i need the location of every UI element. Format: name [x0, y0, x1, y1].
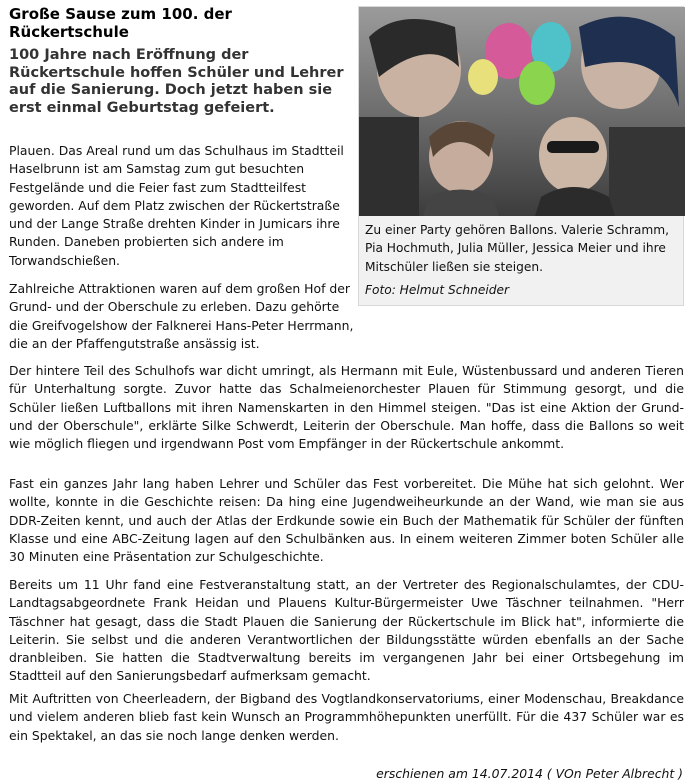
- article-paragraph: Bereits um 11 Uhr fand eine Festveranstaltung statt, an der Vertreter des Regionalschulamtes, der CDU-Landtagsabgeordnete Frank Heidan und Plauens Kultur-Bürgermeister Uwe Täschner teilnahmen. "Herr Täschner hat gesagt, dass die Stadt Plauen die Sanierung der Rückertschule im Blick hat", informierte die Leiterin. Sie selbst und die anderen Verantwortlichen der Bildungsstätte würden ebenfalls an der Sache dranbleiben. Sie hatten die Stadtverwaltung bereits im vergangenen Jahr bei einer Ortsbegehung im Stadtteil auf den Sanierungsbedarf aufmerksam gemacht.: [9, 577, 684, 684]
- photo-caption: Zu einer Party gehören Ballons. Valerie Schramm, Pia Hochmuth, Julia Müller, Jessica Meier und ihre Mitschüler ließen sie steigen.: [365, 223, 669, 274]
- article-lead: 100 Jahre nach Eröffnung der Rückertschule hoffen Schüler und Lehrer auf die Sanierung. Doch jetzt haben sie erst einmal Geburtstag gefeiert.: [9, 47, 344, 116]
- article-paragraph: Mit Auftritten von Cheerleadern, der Bigband des Vogtlandkonservatoriums, einer Modenschau, Breakdance und vielem anderen blieb fast kein Wunsch an Programmhöhepunkten unerfüllt. Für die 437 Schüler war es ein Spektakel, an das sie noch lange denken werden.: [9, 691, 684, 743]
- article-headline: Große Sause zum 100. der Rückertschule: [9, 5, 232, 41]
- article-byline: erschienen am 14.07.2014 ( VOn Peter Albrecht ): [376, 766, 683, 781]
- article-paragraph: Plauen. Das Areal rund um das Schulhaus im Stadtteil Haselbrunn ist am Samstag zum gut besuchten Festgelände und die Feier fast zum Stadtteilfest geworden. Auf dem Platz zwischen der Rückertstraße und der Lange Straße drehten Kinder in Jumicars ihre Runden. Daneben probierten sich andere im Torwandschießen.: [9, 143, 344, 268]
- photo-image: [359, 7, 685, 216]
- photo-credit: Foto: Helmut Schneider: [365, 283, 509, 297]
- article-paragraph: Der hintere Teil des Schulhofs war dicht umringt, als Hermann mit Eule, Wüstenbussard und anderen Tieren für Unterhaltung sorgte. Zuvor hatte das Schalmeienorchester Plauen für Stimmung gesorgt, und die Schüler ließen Luftballons mit ihren Namenskarten in den Himmel steigen. "Das ist eine Aktion der Grund- und der Oberschule", erklärte Silke Schwerdt, Leiterin der Oberschule. Man hoffe, dass die Ballons so weit wie möglich fliegen und irgendwann Post vom Empfänger in der Rückertschule ankommt.: [9, 363, 684, 452]
- article-paragraph: Fast ein ganzes Jahr lang haben Lehrer und Schüler das Fest vorbereitet. Die Mühe hat sich gelohnt. Wer wollte, konnte in die Geschichte reisen: Da hing eine Jugendweiheurkunde an der Wand, wie man sie aus DDR-Zeiten kennt, und auch der Atlas der Erdkunde sowie ein Buch der Mathematik für Schüler der fünften Klasse und eine ABC-Zeitung lagen auf den Schulbänken aus. In einem weiteren Zimmer boten Schüler alle 30 Minuten eine Präsentation zur Schulgeschichte.: [9, 476, 684, 565]
- article-paragraph: Zahlreiche Attraktionen waren auf dem großen Hof der Grund- und der Oberschule zu erleben. Dazu gehörte die Greifvogelshow der Falknerei Hans-Peter Herrmann, die an der Pfaffengutstraße ansässig ist.: [9, 281, 354, 351]
- photo-figure: [358, 6, 684, 306]
